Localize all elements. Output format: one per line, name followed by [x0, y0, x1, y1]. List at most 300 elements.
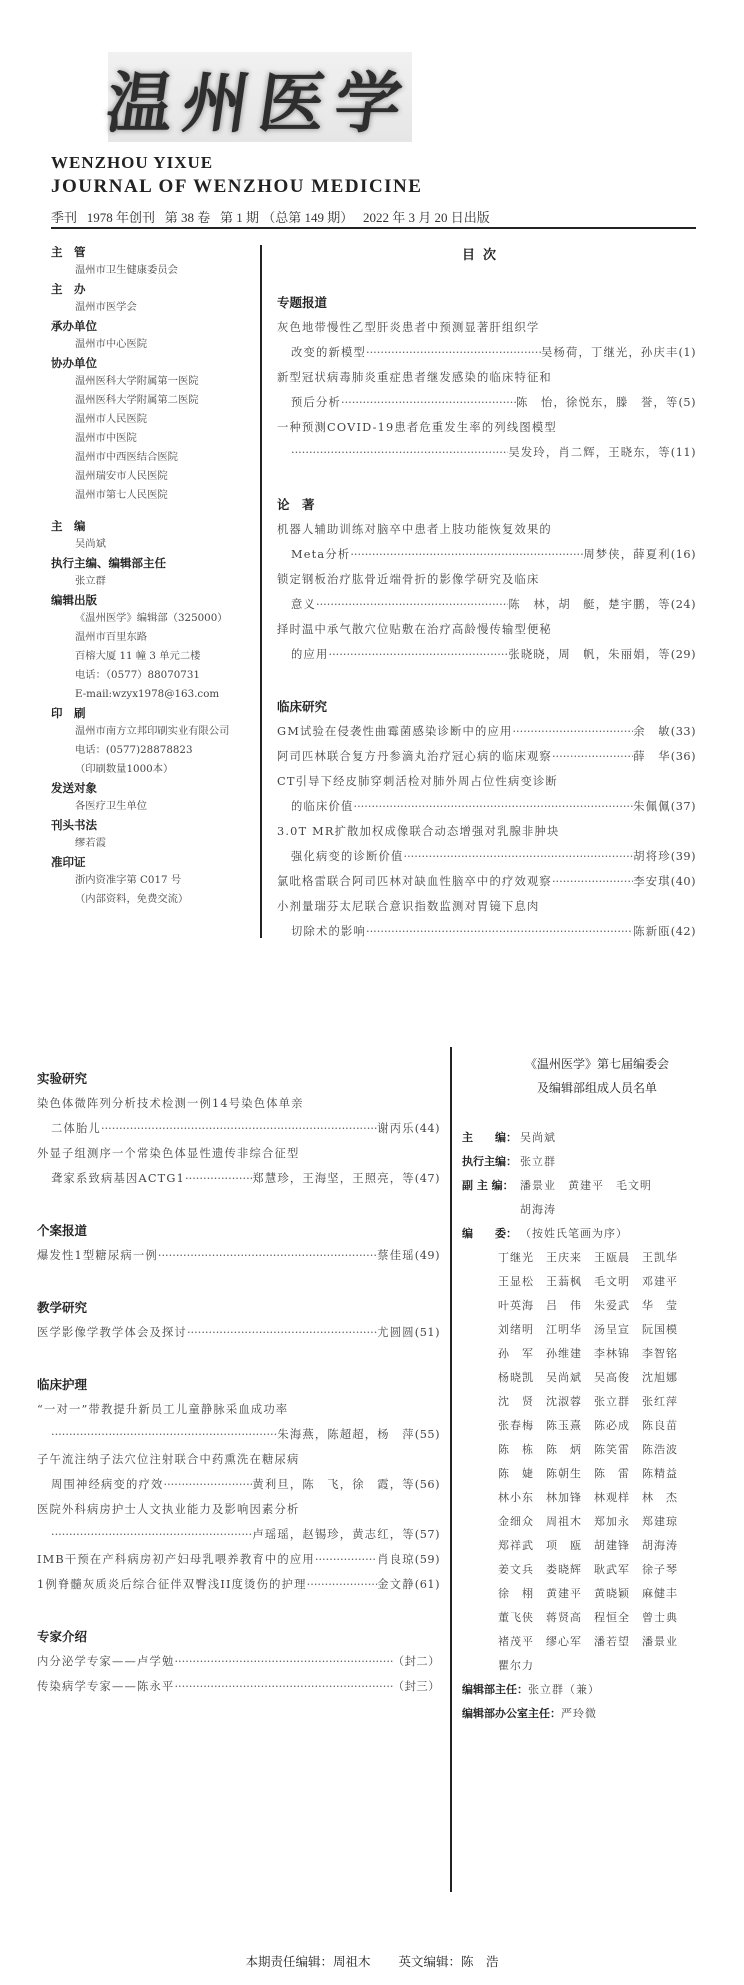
committee-member-name: 李智铭 — [642, 1347, 678, 1360]
toc-entry-last-line — [277, 440, 696, 465]
header-rule — [51, 227, 696, 229]
toc-entry-authors: 黄利旦，陈 飞，徐 霞，等 — [252, 1478, 415, 1491]
committee-member-name: 耿武军 — [594, 1563, 630, 1576]
info-section-title: 准印证 — [51, 855, 86, 869]
toc-entry-title-cont: IMB干预在产科病房初产妇母乳喂养教育中的应用 — [37, 1553, 315, 1566]
info-section-line: 温州市中心医院 — [75, 338, 148, 350]
toc-entry-authors: 吴发玲，肖二辉，王晓东，等 — [508, 446, 671, 459]
committee-members-row — [498, 1534, 732, 1558]
toc-entry-title-cont: 内分泌学专家——卢学勉 — [37, 1655, 175, 1668]
dot-leader — [329, 642, 509, 667]
toc-entry-title: 3.0T MR扩散加权成像联合动态增强对乳腺非肿块 — [277, 825, 560, 838]
toc-section-title: 论 著 — [277, 497, 315, 512]
info-section-line: 电话：(0577)28878823 — [75, 744, 193, 756]
toc-entry[interactable] — [37, 1572, 440, 1597]
toc-entry-last-line — [277, 542, 696, 567]
committee-members-row — [498, 1606, 732, 1630]
info-section-line: 张立群 — [75, 575, 106, 587]
committee-member-name: 沈旭娜 — [642, 1371, 678, 1384]
toc-entry-title-line — [277, 769, 696, 794]
toc-entry-authors: 尤圆圆 — [377, 1326, 415, 1339]
info-section-line: 温州市中西医结合医院 — [75, 451, 178, 463]
toc-entry[interactable] — [277, 415, 696, 465]
committee-member-name: 陈良苗 — [642, 1419, 678, 1432]
toc-entry-last-line — [277, 844, 696, 869]
committee-member-name: 张春梅 — [498, 1419, 534, 1432]
toc-entry-title-cont: 二体胎儿 — [51, 1122, 101, 1135]
toc-entry-last-line — [277, 794, 696, 819]
toc-entry-authors: 吴杨荷，丁继光，孙庆丰 — [541, 346, 679, 359]
dot-leader — [403, 844, 633, 869]
committee-members-row — [498, 1342, 732, 1366]
toc-entry[interactable] — [277, 365, 696, 415]
section-spacer — [37, 1345, 440, 1372]
committee-member-name: 陈必成 — [594, 1419, 630, 1432]
info-section-title: 执行主编、编辑部主任 — [51, 556, 166, 570]
dot-leader — [316, 592, 508, 617]
toc-entry-last-line — [277, 719, 696, 744]
committee-members-row — [498, 1438, 732, 1462]
committee-member-name: 黄晓颖 — [594, 1587, 630, 1600]
toc-entry-title: 择时温中承气散穴位贴敷在治疗高龄慢传输型便秘 — [277, 623, 552, 636]
toc-entry-title-cont: GM试验在侵袭性曲霉菌感染诊断中的应用 — [277, 725, 513, 738]
info-spacer — [51, 505, 251, 517]
toc-section-title: 教学研究 — [37, 1300, 88, 1315]
committee-members-row — [498, 1486, 732, 1510]
toc-entry-authors: 肖良琼 — [377, 1553, 415, 1566]
toc-entry-title-line — [277, 315, 696, 340]
toc-entry-page: （封三） — [392, 1680, 440, 1693]
editor-in-chief-row — [462, 1126, 732, 1150]
info-section-title: 主 办 — [51, 282, 86, 296]
issue-editors-footer — [0, 1952, 744, 1970]
section-spacer — [277, 667, 696, 694]
toc-entry-last-line — [277, 642, 696, 667]
office-director-label: 编辑部主任： — [462, 1683, 528, 1696]
info-section-line: 吴尚斌 — [75, 538, 106, 550]
toc-entry-title-cont: 切除术的影响 — [291, 925, 366, 938]
section-spacer — [277, 465, 696, 492]
info-section-line: 百榕大厦 11 幢 3 单元二楼 — [75, 650, 201, 662]
toc-entry-last-line — [277, 390, 696, 415]
toc-entry[interactable] — [37, 1141, 440, 1191]
office-director-value: 张立群（兼） — [528, 1683, 600, 1696]
committee-member-name: 蒋贤高 — [546, 1611, 582, 1624]
toc-entry-authors: 朱佩佩 — [633, 800, 671, 813]
committee-member-name: 陈玉熹 — [546, 1419, 582, 1432]
toc-entry-authors: 谢丙乐 — [377, 1122, 415, 1135]
committee-member-name: 徐 栩 — [498, 1587, 534, 1600]
committee-member-name: 杨晓凯 — [498, 1371, 534, 1384]
toc-entry[interactable] — [277, 769, 696, 819]
toc-entry-authors: 蔡佳瑶 — [377, 1249, 415, 1262]
dot-leader — [552, 744, 633, 769]
toc-entry-title-line — [277, 365, 696, 390]
info-section-title: 协办单位 — [51, 356, 97, 370]
executive-editor-label: 执行主编： — [462, 1155, 517, 1168]
toc-entry-last-line — [37, 1422, 440, 1447]
publisher-info-column — [51, 243, 251, 909]
toc-entry[interactable] — [37, 1547, 440, 1572]
toc-entry-last-line — [277, 744, 696, 769]
toc-entry-title-cont: 改变的新模型 — [291, 346, 366, 359]
info-section-title: 承办单位 — [51, 319, 97, 333]
toc-entry[interactable] — [277, 517, 696, 567]
committee-member-name: 陈 婕 — [498, 1467, 534, 1480]
toc-entry-title: “一对一”带教提升新员工儿童静脉采血成功率 — [37, 1403, 289, 1416]
committee-member-name: 娄晓辉 — [546, 1563, 582, 1576]
committee-members-row — [498, 1246, 732, 1270]
committee-member-name: 王显松 — [498, 1275, 534, 1288]
toc-entry-page: (39) — [670, 850, 696, 863]
committee-member-name: 陈 栋 — [498, 1443, 534, 1456]
committee-member-name: 汤呈宣 — [594, 1323, 630, 1336]
toc-entry-last-line — [277, 919, 696, 944]
dot-leader — [366, 919, 633, 944]
toc-entry-authors: 郑慧珍，王海坚，王照亮，等 — [252, 1172, 415, 1185]
info-section-line: （内部资料，免费交流） — [75, 893, 189, 905]
committee-member-name: 姜文兵 — [498, 1563, 534, 1576]
toc-entry-authors: 胡将珍 — [633, 850, 671, 863]
committee-member-name: 江明华 — [546, 1323, 582, 1336]
dot-leader — [185, 1166, 252, 1191]
committee-member-name: 吴高俊 — [594, 1371, 630, 1384]
info-section-line: （印刷数量1000本） — [75, 763, 174, 775]
toc-entry-authors: 薛 华 — [633, 750, 671, 763]
committee-members-row — [498, 1510, 732, 1534]
toc-entry-last-line — [37, 1649, 440, 1674]
toc-entry-title-cont: 预后分析 — [291, 396, 341, 409]
toc-entry-page: (24) — [670, 598, 696, 611]
executive-editor-value: 张立群 — [520, 1155, 556, 1168]
toc-entry[interactable] — [277, 315, 696, 365]
toc-entry-page: (61) — [414, 1578, 440, 1591]
responsible-editor: 本期责任编辑：周祖木 — [245, 1954, 371, 1969]
toc-entry-title-line — [277, 819, 696, 844]
info-section-line: 各医疗卫生单位 — [75, 800, 148, 812]
info-section-title: 编辑出版 — [51, 593, 97, 607]
info-section-line: 温州市中医院 — [75, 432, 137, 444]
dot-leader — [163, 1472, 252, 1497]
toc-entry-title-line — [37, 1141, 440, 1166]
info-section-line: 温州市卫生健康委员会 — [75, 264, 178, 276]
committee-member-name: 王庆来 — [546, 1251, 582, 1264]
deputy-editors-row-2 — [462, 1198, 732, 1222]
deputy-editors-row — [462, 1174, 732, 1198]
info-section-line: 《温州医学》编辑部（325000） — [75, 612, 228, 624]
toc-section-title: 临床护理 — [37, 1377, 88, 1392]
dot-leader — [366, 340, 541, 365]
dot-leader — [101, 1116, 377, 1141]
committee-member-name: 吕 伟 — [546, 1299, 582, 1312]
toc-entry-title: 医院外科病房护士人文执业能力及影响因素分析 — [37, 1503, 300, 1516]
committee-member-name: 王凯华 — [642, 1251, 678, 1264]
committee-member-name: 胡建锋 — [594, 1539, 630, 1552]
committee-member-name: 黄建平 — [546, 1587, 582, 1600]
committee-member-name: 丁继光 — [498, 1251, 534, 1264]
toc-section-title: 个案报道 — [37, 1223, 88, 1238]
toc-entry-title-line — [277, 415, 696, 440]
toc-entry-title: 新型冠状病毒肺炎重症患者继发感染的临床特征和 — [277, 371, 552, 384]
section-spacer — [37, 1268, 440, 1295]
toc-entry-page: (47) — [414, 1172, 440, 1185]
toc-entry-title-line — [37, 1091, 440, 1116]
toc-entry-title-cont: Meta分析 — [291, 548, 351, 561]
toc-entry-page: (33) — [670, 725, 696, 738]
info-section-title: 刊头书法 — [51, 818, 97, 832]
committee-member-name: 陈浩波 — [642, 1443, 678, 1456]
toc-entry-title-line — [277, 894, 696, 919]
dot-leader — [350, 542, 583, 567]
toc-entry-last-line — [37, 1674, 440, 1699]
committee-member-name: 缪心军 — [546, 1635, 582, 1648]
committee-members-row — [498, 1630, 732, 1654]
committee-member-name: 陈朝生 — [546, 1467, 582, 1480]
toc-entry-last-line — [37, 1166, 440, 1191]
toc-section-title: 实验研究 — [37, 1071, 88, 1086]
editor-in-chief-value: 吴尚斌 — [520, 1131, 556, 1144]
committee-members-row — [498, 1462, 732, 1486]
committee-member-name: 董飞侠 — [498, 1611, 534, 1624]
info-section-line: 温州市人民医院 — [75, 413, 148, 425]
toc-entry-page: (1) — [678, 346, 696, 359]
committee-members-grid — [462, 1246, 732, 1678]
office-manager-value: 严玲微 — [561, 1707, 597, 1720]
members-order-note: （按姓氏笔画为序） — [520, 1227, 628, 1240]
toc-entry-title: 一种预测COVID-19患者危重发生率的列线图模型 — [277, 421, 557, 434]
committee-member-name: 林观样 — [594, 1491, 630, 1504]
toc-entry[interactable] — [37, 1497, 440, 1547]
toc-entry-last-line — [37, 1472, 440, 1497]
toc-entry[interactable] — [37, 1649, 440, 1674]
committee-member-name: 陈 雷 — [594, 1467, 630, 1480]
toc-entry-title: 锁定钢板治疗肱骨近端骨折的影像学研究及临床 — [277, 573, 540, 586]
toc-entry-last-line — [277, 340, 696, 365]
info-section-line: 温州医科大学附属第二医院 — [75, 394, 199, 406]
toc-entry-title-cont: 周围神经病变的疗效 — [51, 1478, 164, 1491]
committee-member-name: 张红萍 — [642, 1395, 678, 1408]
toc-entry[interactable] — [37, 1243, 440, 1268]
toc-entry[interactable] — [37, 1674, 440, 1699]
committee-title-line-1: 《温州医学》第七届编委会 — [524, 1057, 669, 1071]
info-section-title: 主 管 — [51, 245, 86, 259]
committee-member-name: 周祖木 — [546, 1515, 582, 1528]
dot-leader — [354, 794, 634, 819]
info-section-line: 温州市第七人民医院 — [75, 489, 168, 501]
publication-info: 季刊 1978 年创刊 第 38 卷 第 1 期 （总第 149 期） 2022 年 3 月 20 日出版 — [51, 210, 490, 225]
toc-entry-title-cont: 的应用 — [291, 648, 329, 661]
toc-entry-title-cont: 意义 — [291, 598, 316, 611]
committee-member-name: 沈 贤 — [498, 1395, 534, 1408]
toc-entry[interactable] — [277, 894, 696, 944]
committee-members-row — [498, 1294, 732, 1318]
info-section-line: 温州市南方立邦印刷实业有限公司 — [75, 725, 230, 737]
toc-entry-page: (36) — [670, 750, 696, 763]
toc-entry[interactable] — [37, 1447, 440, 1497]
committee-member-name: 邓建平 — [642, 1275, 678, 1288]
info-section-line: E-mail:wzyx1978@163.com — [75, 688, 220, 700]
toc-entry-page: (37) — [670, 800, 696, 813]
toc-entry-title-line — [37, 1397, 440, 1422]
dot-leader — [51, 1522, 252, 1547]
committee-member-name: 林加锋 — [546, 1491, 582, 1504]
toc-entry-last-line — [37, 1547, 440, 1572]
toc-entry-title-line — [277, 517, 696, 542]
toc-entry-page: (51) — [414, 1326, 440, 1339]
toc-entry-page: (44) — [414, 1122, 440, 1135]
toc-entry-title-line — [277, 617, 696, 642]
committee-member-name: 潘若望 — [594, 1635, 630, 1648]
committee-members-row — [498, 1270, 732, 1294]
members-label: 编 委： — [462, 1227, 517, 1240]
committee-member-name: 胡海涛 — [642, 1539, 678, 1552]
toc-entry-title: 染色体微阵列分析技术检测一例14号染色体单亲 — [37, 1097, 304, 1110]
committee-member-name: 徐子琴 — [642, 1563, 678, 1576]
office-manager-label: 编辑部办公室主任： — [462, 1707, 561, 1720]
committee-title-line-2: 及编辑部组成人员名单 — [536, 1081, 657, 1095]
info-section-line: 温州市百里东路 — [75, 631, 148, 643]
committee-member-name: 王蓊枫 — [546, 1275, 582, 1288]
toc-part-1 — [277, 290, 696, 944]
toc-entry-title-line — [37, 1447, 440, 1472]
toc-entry[interactable] — [277, 869, 696, 894]
committee-member-name: 沈淑蓉 — [546, 1395, 582, 1408]
info-section-line: 温州医科大学附属第一医院 — [75, 375, 199, 387]
toc-entry-title-cont: 爆发性1型糖尿病一例 — [37, 1249, 158, 1262]
toc-entry-title: 小剂量瑞芬太尼联合意识指数监测对胃镜下息肉 — [277, 900, 540, 913]
dot-leader — [291, 440, 508, 465]
committee-member-name: 孙维建 — [546, 1347, 582, 1360]
toc-entry-page: (49) — [414, 1249, 440, 1262]
committee-member-name: 叶英海 — [498, 1299, 534, 1312]
committee-member-name: 陈 炳 — [546, 1443, 582, 1456]
deputy-editors-value: 潘景业 黄建平 毛文明 — [520, 1179, 652, 1192]
toc-entry-title: 机器人辅助训练对脑卒中患者上肢功能恢复效果的 — [277, 523, 552, 536]
editorial-committee — [462, 1052, 732, 1726]
info-section-title: 印 刷 — [51, 706, 86, 720]
committee-member-name: 麻健丰 — [642, 1587, 678, 1600]
toc-entry-title: 灰色地带慢性乙型肝炎患者中预测显著肝组织学 — [277, 321, 540, 334]
committee-member-name: 王瓯晨 — [594, 1251, 630, 1264]
committee-member-name: 程恒全 — [594, 1611, 630, 1624]
toc-entry[interactable] — [277, 819, 696, 869]
deputy-editors-value-2: 胡海涛 — [520, 1203, 556, 1216]
toc-entry-page: (29) — [670, 648, 696, 661]
toc-section-title: 临床研究 — [277, 699, 328, 714]
toc-entry-authors: 朱海燕，陈超超，杨 萍 — [277, 1428, 415, 1441]
toc-entry-title: 子午流注纳子法穴位注射联合中药熏洗在糖尿病 — [37, 1453, 300, 1466]
toc-entry-page: (5) — [678, 396, 696, 409]
toc-entry-last-line — [37, 1243, 440, 1268]
toc-entry-title: 外显子组测序一个常染色体显性遗传非综合征型 — [37, 1147, 300, 1160]
toc-section-title: 专家介绍 — [37, 1629, 88, 1644]
toc-entry-authors: 卢瑶瑶，赵锡珍，黄志红，等 — [252, 1528, 415, 1541]
toc-entry[interactable] — [277, 617, 696, 667]
toc-entry-page: (40) — [670, 875, 696, 888]
dot-leader — [307, 1572, 378, 1597]
committee-member-name: 林小东 — [498, 1491, 534, 1504]
toc-entry[interactable] — [37, 1320, 440, 1345]
committee-member-name: 项 瓯 — [546, 1539, 582, 1552]
toc-entry-authors: 金文静 — [377, 1578, 415, 1591]
office-director-row — [462, 1678, 732, 1702]
toc-entry[interactable] — [277, 744, 696, 769]
toc-entry-authors: 张晓晓，周 帆，朱丽娟，等 — [508, 648, 671, 661]
committee-member-name: 潘景业 — [642, 1635, 678, 1648]
toc-entry-title-cont: 阿司匹林联合复方丹参滴丸治疗冠心病的临床观察 — [277, 750, 552, 763]
committee-members-row — [498, 1582, 732, 1606]
toc-entry-title-cont: 聋家系致病基因ACTG1 — [51, 1172, 186, 1185]
english-editor: 英文编辑：陈 浩 — [398, 1954, 499, 1969]
info-section-line: 浙内资准字第 C017 号 — [75, 874, 182, 886]
toc-entry-last-line — [37, 1116, 440, 1141]
committee-member-name: 李林锦 — [594, 1347, 630, 1360]
dot-leader — [158, 1243, 377, 1268]
toc-entry-title-cont: 氯吡格雷联合阿司匹林对缺血性脑卒中的疗效观察 — [277, 875, 552, 888]
toc-entry-page: (57) — [414, 1528, 440, 1541]
dot-leader — [512, 719, 633, 744]
title-english: JOURNAL OF WENZHOU MEDICINE — [51, 176, 423, 197]
toc-entry-authors: 周梦侠，薛夏利 — [583, 548, 671, 561]
toc-entry-page: (11) — [670, 446, 696, 459]
toc-entry-page: (16) — [670, 548, 696, 561]
journal-logo — [101, 52, 417, 142]
title-pinyin: WENZHOU YIXUE — [51, 153, 214, 172]
dot-leader — [341, 390, 516, 415]
committee-member-name: 孙 军 — [498, 1347, 534, 1360]
toc-entry-authors: 余 敏 — [633, 725, 671, 738]
committee-members-row — [498, 1654, 732, 1678]
column-divider — [450, 1047, 452, 1892]
toc-entry[interactable] — [37, 1091, 440, 1141]
toc-entry[interactable] — [277, 567, 696, 617]
toc-entry-page: (55) — [414, 1428, 440, 1441]
dot-leader — [51, 1422, 277, 1447]
dot-leader — [552, 869, 633, 894]
committee-member-name: 陈笑雷 — [594, 1443, 630, 1456]
section-spacer — [37, 1597, 440, 1624]
committee-member-name: 刘绪明 — [498, 1323, 534, 1336]
toc-entry-title-cont: 传染病学专家——陈永平 — [37, 1680, 175, 1693]
toc-entry-last-line — [37, 1522, 440, 1547]
toc-entry-last-line — [277, 592, 696, 617]
dot-leader — [174, 1674, 392, 1699]
info-section-line: 温州瑞安市人民医院 — [75, 470, 168, 482]
toc-entry-authors: 陈 林，胡 艇，楚宇鹏，等 — [508, 598, 671, 611]
committee-member-name: 瞿尔力 — [498, 1659, 534, 1672]
toc-entry-title-line — [37, 1497, 440, 1522]
info-section-title: 主 编 — [51, 519, 86, 533]
committee-member-name: 金细众 — [498, 1515, 534, 1528]
toc-entry-title-cont: 的临床价值 — [291, 800, 354, 813]
toc-entry[interactable] — [37, 1397, 440, 1447]
members-label-row — [462, 1222, 732, 1246]
toc-entry-authors: 陈 怡，徐悦东，滕 誉，等 — [516, 396, 679, 409]
deputy-editors-label: 副 主 编： — [462, 1179, 514, 1192]
committee-members-row — [498, 1414, 732, 1438]
toc-entry-last-line — [37, 1320, 440, 1345]
committee-member-name: 华 莹 — [642, 1299, 678, 1312]
toc-entry-title-cont: 强化病变的诊断价值 — [291, 850, 404, 863]
committee-members-row — [498, 1390, 732, 1414]
toc-entry-page: (59) — [414, 1553, 440, 1566]
executive-editor-row — [462, 1150, 732, 1174]
toc-entry[interactable] — [277, 719, 696, 744]
toc-section-title: 专题报道 — [277, 295, 328, 310]
dot-leader — [315, 1547, 377, 1572]
toc-entry-title-cont: 1例脊髓灰质炎后综合征伴双臀浅II度烫伤的护理 — [37, 1578, 307, 1591]
toc-entry-authors: 陈新瓯 — [633, 925, 671, 938]
